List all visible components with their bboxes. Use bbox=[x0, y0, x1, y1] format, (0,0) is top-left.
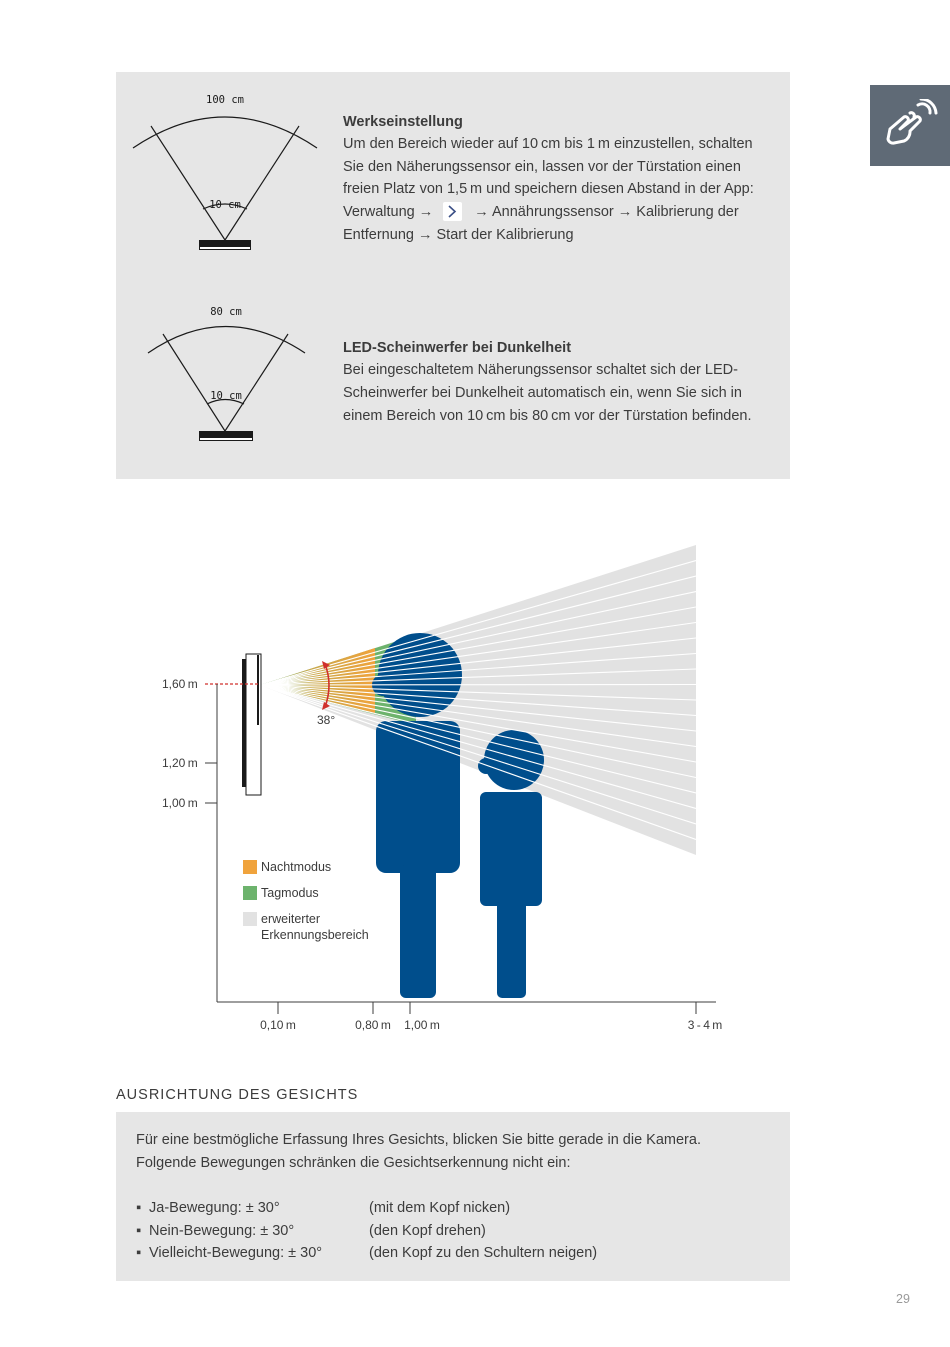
distance-label-080: 0,80 m bbox=[355, 1018, 391, 1032]
face-bullet-2-desc: (den Kopf drehen) bbox=[369, 1223, 486, 1239]
distance-label-010: 0,10 m bbox=[260, 1018, 296, 1032]
angle-label: 38° bbox=[317, 713, 336, 727]
app-next-button bbox=[443, 202, 462, 221]
legend-day: Tagmodus bbox=[261, 886, 319, 900]
chapter-tab bbox=[870, 85, 950, 166]
face-bullet-3-label: Vielleicht-Bewegung: ± 30° bbox=[149, 1245, 323, 1261]
height-label-160: 1,60 m bbox=[162, 677, 198, 691]
legend-extended-2: Erkennungsbereich bbox=[261, 928, 369, 942]
face-bullet-1-desc: (mit dem Kopf nicken) bbox=[369, 1200, 511, 1216]
figure-legend bbox=[243, 860, 369, 942]
face-bullet-2-label: Nein-Bewegung: ± 30° bbox=[149, 1223, 295, 1239]
adult-figure bbox=[372, 633, 462, 998]
distance-label-3-4: 3 - 4 m bbox=[687, 1018, 723, 1032]
range-diagram-80cm bbox=[125, 300, 325, 445]
chevron-right-icon bbox=[447, 205, 458, 218]
face-intro-2: Folgende Bewegungen schränken die Gesichtserkennung nicht ein: bbox=[136, 1155, 571, 1171]
factory-line-4b: → Annährungssensor → Kalibrierung der bbox=[474, 204, 739, 220]
factory-line-4a: Verwaltung → bbox=[343, 204, 434, 220]
led-line-2: Scheinwerfer bei Dunkelheit automatisch ein, wenn Sie sich in bbox=[343, 385, 742, 401]
range-inner-label: 10 cm bbox=[209, 199, 241, 211]
touch-hand-icon bbox=[884, 99, 938, 147]
factory-line-1: Um den Bereich wieder auf 10 cm bis 1 m einzustellen, schalten bbox=[343, 136, 753, 152]
led-inner-label: 10 cm bbox=[210, 390, 242, 402]
factory-line-3: freien Platz von 1,5 m und speichern diesen Abstand in der App: bbox=[343, 181, 754, 197]
height-label-100: 1,00 m bbox=[162, 796, 198, 810]
detection-range-figure bbox=[150, 535, 750, 1045]
legend-extended-1: erweiterter bbox=[261, 912, 321, 926]
detection-ray bbox=[260, 685, 696, 686]
range-outer-label: 100 cm bbox=[206, 94, 244, 106]
page-number: 29 bbox=[896, 1292, 910, 1306]
factory-line-5: Entfernung → Start der Kalibrierung bbox=[343, 227, 574, 243]
distance-label-100: 1,00 m bbox=[404, 1018, 440, 1032]
led-heading: LED-Scheinwerfer bei Dunkelheit bbox=[343, 340, 572, 356]
child-figure bbox=[478, 730, 544, 998]
face-bullet-3: ▪ Vielleicht-Bewegung: ± 30° bbox=[136, 1245, 323, 1261]
face-intro-1: Für eine bestmögliche Erfassung Ihres Gesichts, blicken Sie bitte gerade in die Kamera. bbox=[136, 1132, 701, 1148]
factory-heading: Werkseinstellung bbox=[343, 114, 463, 130]
led-line-1: Bei eingeschaltetem Näherungssensor schaltet sich der LED- bbox=[343, 362, 738, 378]
face-bullet-2: ▪ Nein-Bewegung: ± 30° bbox=[136, 1223, 295, 1239]
door-station bbox=[242, 654, 261, 795]
range-diagram-100cm bbox=[125, 88, 325, 258]
face-bullet-3-desc: (den Kopf zu den Schultern neigen) bbox=[369, 1245, 598, 1261]
face-bullet-1-label: Ja-Bewegung: ± 30° bbox=[149, 1200, 280, 1216]
height-label-120: 1,20 m bbox=[162, 756, 198, 770]
legend-night: Nachtmodus bbox=[261, 860, 332, 874]
section-title-face: AUSRICHTUNG DES GESICHTS bbox=[116, 1087, 359, 1103]
factory-line-4 bbox=[343, 201, 739, 224]
led-line-3: einem Bereich von 10 cm bis 80 cm vor der Türstation befinden. bbox=[343, 408, 752, 424]
face-bullet-1: ▪ Ja-Bewegung: ± 30° bbox=[136, 1200, 280, 1216]
factory-line-2: Sie den Näherungssensor ein, lassen vor der Türstation einen bbox=[343, 159, 741, 175]
led-outer-label: 80 cm bbox=[210, 306, 242, 318]
